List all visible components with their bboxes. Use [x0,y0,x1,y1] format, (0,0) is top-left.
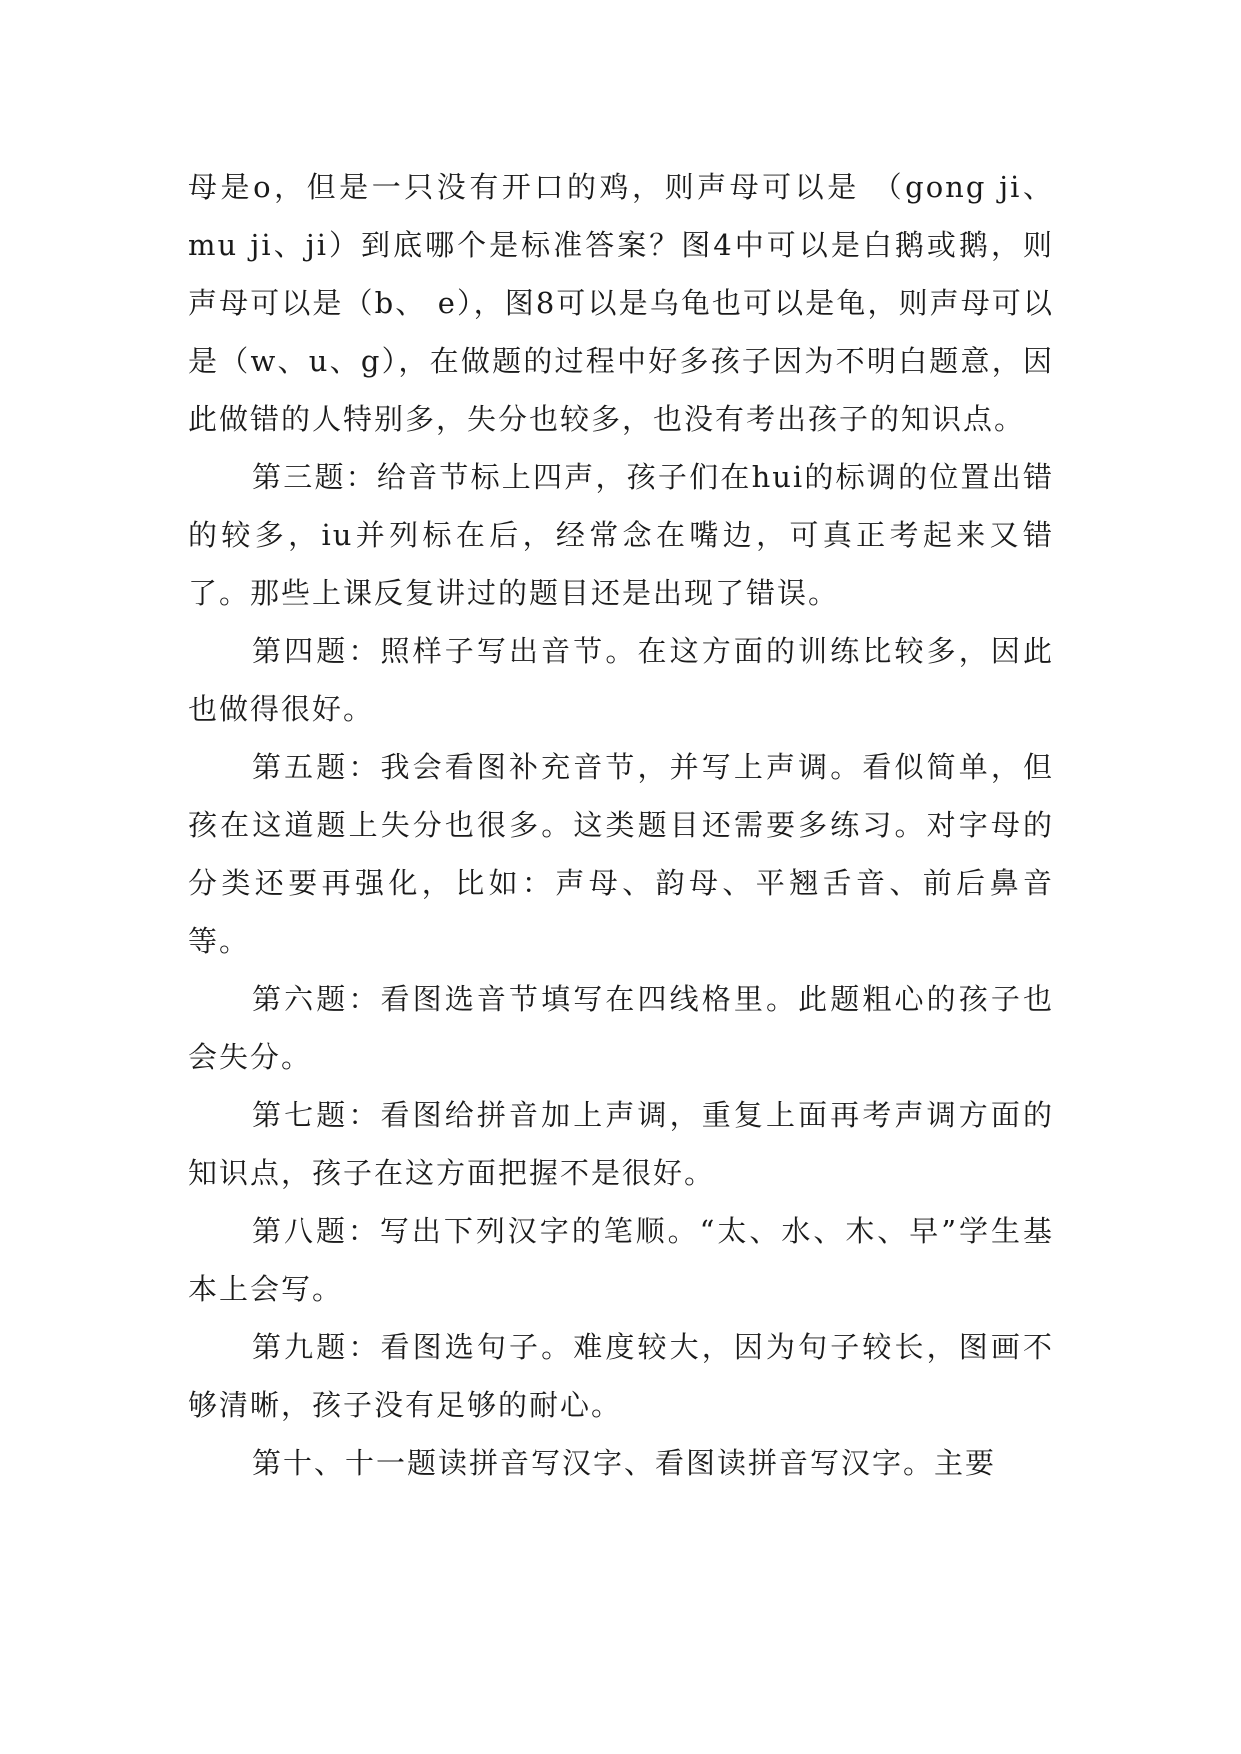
paragraph-5: 第六题：看图选音节填写在四线格里。此题粗心的孩子也会失分。 [188,982,1054,1074]
paragraph-6: 第七题：看图给拼音加上声调，重复上面再考声调方面的知识点，孩子在这方面把握不是很好。 [188,1098,1054,1190]
document-body [188,158,1054,1492]
paragraph-2: 第三题：给音节标上四声，孩子们在hui的标调的位置出错的较多，iu并列标在后，经常念在嘴边，可真正考起来又错了。那些上课反复讲过的题目还是出现了错误。 [188,460,1054,610]
paragraph-9: 第十、十一题读拼音写汉字、看图读拼音写汉字。主要 [252,1446,997,1480]
paragraph-3: 第四题：照样子写出音节。在这方面的训练比较多，因此也做得很好。 [188,634,1054,726]
paragraph-7: 第八题：写出下列汉字的笔顺。“太、水、木、早”学生基本上会写。 [188,1214,1054,1306]
paragraph-8: 第九题：看图选句子。难度较大，因为句子较长，图画不够清晰，孩子没有足够的耐心。 [188,1330,1054,1422]
paragraph-4: 第五题：我会看图补充音节，并写上声调。看似简单，但孩在这道题上失分也很多。这类题目还需要多练习。对字母的分类还要再强化，比如：声母、韵母、平翘舌音、前后鼻音等。 [188,750,1054,958]
paragraph-1: 母是o，但是一只没有开口的鸡，则声母可以是 （gong ji、mu ji、ji）到底哪个是标准答案？图4中可以是白鹅或鹅，则声母可以是（b、 e），图8可以是乌龟也可以是龟，则声母可以是（w、u、g），在做题的过程中好多孩子因为不明白题意，因此做错的人特别多，失分也较多，也没有考出孩子的知识点。 [188,170,1054,436]
